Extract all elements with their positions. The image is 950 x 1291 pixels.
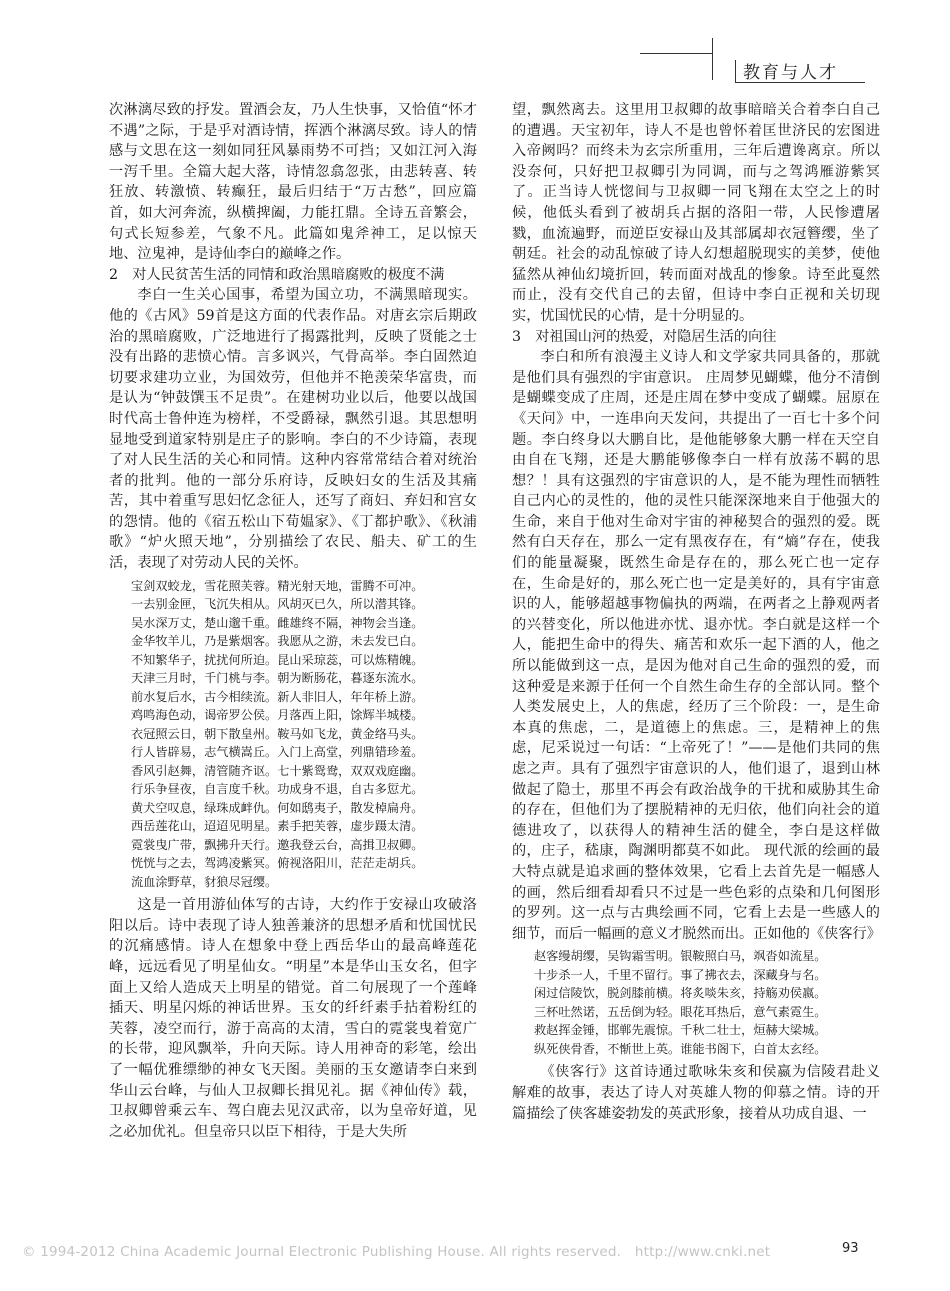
poem-line: 赵客缦胡缨，吴钩霜雪明。银鞍照白马，飒沓如流星。 [534, 949, 827, 964]
poem-line: 香风引赵舞，清管随齐讴。七十紫鸳鸯，双双戏庭幽。 [131, 763, 424, 778]
section-heading-3: 3 对祖国山河的热爱，对隐居生活的向往 [512, 328, 777, 345]
paragraph: 李白一生关心国事，希望为国立功，不满黑暗现实。他的《古风》59首是这方面的代表作品。对唐玄宗后期政治的黑暗腐败，广泛地进行了揭露批判，反映了贤能之士没有出路的悲愤心情。言多讽兴，气骨高举。李白固然迫切要求建功立业，为国效劳，但他并不艳羡荣华富贵，而是认为“钟鼓馔玉不足贵”。在建树功业以后，他要以战国时代高士鲁仲连为榜样，不受爵禄，飘然引退。其思想明显地受到道家特别是庄子的影响。李白的不少诗篇，表现了对人民生活的关心和同情。这种内容常常结合着对统治者的批判。他的一部分乐府诗，反映妇女的生活及其痛苦，其中着重写思妇忆念征人，还写了商妇、弃妇和宫女的怨情。他的《宿五松山下荀媪家》、《丁都护歌》、《秋浦歌》“炉火照天地”，分别描绘了农民、船夫、矿工的生活，表现了对劳动人民的关怀。 [109, 287, 477, 572]
paragraph: 这是一首用游仙体写的古诗，大约作于安禄山攻破洛阳以后。诗中表现了诗人独善兼济的思想矛盾和忧国忧民的沉痛感情。诗人在想象中登上西岳华山的最高峰莲花峰，远远看见了明星仙女。“明星”本是华山玉女名，但字面上又给人造成天上明星的错觉。首二句展现了一个莲峰插天、明星闪烁的神话世界。玉女的纤纤素手拈着粉红的芙蓉，凌空而行，游于高高的太清，雪白的霓裳曳着宽广的长带，迎风飘举，升向天际。诗人用神奇的彩笔，绘出了一幅优雅缥缈的神女飞天图。美丽的玉女邀请李白来到华山云台峰，与仙人卫叔卿长揖见礼。据《神仙传》载，卫叔卿曾乘云车、驾白鹿去见汉武帝，以为皇帝好道，见之必加优礼。但皇帝只以臣下相待，于是大失所 [109, 897, 477, 1140]
copyright-notice: © 1994-2012 China Academic Journal Electronic Publishing House. All rights reserved. http://www.cnki.net [22, 1244, 771, 1260]
section-heading-2: 2 对人民贫苦生活的同情和政治黑暗腐败的极度不满 [109, 266, 445, 283]
poem-line: 不知繁华子，扰扰何所迫。昆山采琼蕊，可以炼精魄。 [131, 652, 424, 667]
poem-line: 吴水深万丈，楚山邈千重。雌雄终不隔，神物会当逢。 [131, 615, 424, 630]
paragraph: 《侠客行》这首诗通过歌咏朱亥和侯嬴为信陵君赴义解难的故事，表达了诗人对英雄人物的仰慕之情。诗的开篇描绘了侠客雄姿勃发的英武形象，接着从功成自退、一 [512, 1064, 880, 1122]
poem-block-gufeng [131, 577, 477, 892]
poem-line: 天津三月时，千门桃与李。朝为断肠花，暮逐东流水。 [131, 671, 424, 686]
poem-line: 宝剑双蛟龙，雪花照芙蓉。精光射天地，雷腾不可冲。 [131, 578, 424, 593]
page-number: 93 [842, 1241, 859, 1256]
left-column [109, 100, 477, 1142]
poem-line: 衣冠照云日，朝下散皇州。鞍马如飞龙，黄金络马头。 [131, 726, 424, 741]
poem-line: 行乐争昼夜，自言度千秋。功成身不退，自古多愆尤。 [131, 782, 424, 797]
paragraph: 李白和所有浪漫主义诗人和文学家共同具备的，那就是他们具有强烈的宇宙意识。 庄周梦见蝴蝶，他分不清倒是蝴蝶变成了庄周，还是庄周在梦中变成了蝴蝶。屈原在《天问》中，一连串向天发问，共提出了一百七十多个问题。李白终身以大鹏自比，是他能够象大鹏一样在天空自由自在飞翔，还是大鹏能够像李白一样有放荡不羁的思想？！具有这强烈的宇宙意识的人，是不能为理性而牺牲自己内心的灵性的，他的灵性只能深深地来自于他强大的生命，来自于他对生命对宇宙的神秘契合的强烈的爱。既然有白天存在，那么一定有黑夜存在，有“熵”存在，使我们的能量凝聚，既然生命是存在的，那么死亡也一定存在，生命是好的，那么死亡也一定是美好的，具有宇宙意识的人，能够超越事物偏执的两端，在两者之上静观两者的兴替变化，所以他进亦忧、退亦忧。李白就是这样一个人，能把生命中的得失、痛苦和欢乐一起下酒的人，他之所以能做到这一点，是因为他对自己生命的强烈的爱，而这种爱是来源于任何一个自然生命生存的全部认同。整个人类发展史上，人的焦虑，经历了三个阶段：一，是生命本真的焦虑，二，是道德上的焦虑。三，是精神上的焦虑，尼采说过一句话：“上帝死了！”——是他们共同的焦虑之声。具有了强烈宇宙意识的人，他们退了，退到山林做起了隐士，那里不再会有政治战争的干扰和威胁其生命的存在，但他们为了摆脱精神的无归依，他们向社会的道德进攻了，以获得人的精神生活的健全，李白是这样做的，庄子，嵇康，陶渊明都莫不如此。 现代派的绘画的最大特点就是追求画的整体效果，它看上去首先是一幅感人的画，然后细看却看只不过是一些色彩的点染和几何图形的罗列。这一点与古典绘画不同，它看上去是一些感人的细节，而后一幅画的意义才脱然而出。正如他的《侠客行》 [512, 349, 881, 942]
header-rule-vertical [712, 38, 713, 80]
poem-line: 霓裳曳广带，飘拂升天行。邀我登云台，高揖卫叔卿。 [131, 837, 424, 852]
page-footer [0, 1240, 950, 1264]
poem-line: 西岳莲花山，迢迢见明星。素手把芙蓉，虚步蹑太清。 [131, 819, 424, 834]
poem-line: 黄犬空叹息，绿珠成衅仇。何如鸱夷子，散发棹扁舟。 [131, 800, 424, 815]
paragraph: 望，飘然离去。这里用卫叔卿的故事暗暗关合着李白自己的遭遇。天宝初年，诗人不是也曾怀着匡世济民的宏图进入帝阙吗？而终未为玄宗所重用，三年后遭谗离京。所以没奈何，只好把卫叔卿引为同调，而与之驾鸿雁游紫冥了。正当诗人恍惚间与卫叔卿一同飞翔在太空之上的时候，他低头看到了被胡兵占据的洛阳一带，人民惨遭屠戮，血流遍野，而逆臣安禄山及其部属却衣冠簪缨，坐了朝廷。社会的动乱惊破了诗人幻想超脱现实的美梦，使他猛然从神仙幻境折回，转而面对战乱的惨象。诗至此戛然而止，没有交代自己的去留，但诗中李白正视和关切现实，忧国忧民的心情，是十分明显的。 [512, 102, 880, 324]
poem-block-xiakexing [534, 947, 880, 1058]
right-column [512, 100, 880, 1124]
poem-line: 鸡鸣海色动，谒帝罗公侯。月落西上阳，馀辉半城楼。 [131, 708, 424, 723]
poem-line: 三杯吐然诺，五岳倒为轻。眼花耳热后，意气素霓生。 [534, 1004, 827, 1019]
poem-line: 金华牧羊儿，乃是紫烟客。我愿从之游，未去发已白。 [131, 634, 424, 649]
poem-line: 流血涂野草，豺狼尽冠缨。 [131, 874, 278, 889]
poem-line: 一去别金匣，飞沉失相从。风胡灭已久，所以潜其锋。 [131, 597, 424, 612]
paragraph: 次淋漓尽致的抒发。置酒会友，乃人生快事，又恰值“怀才不遇”之际，于是乎对酒诗情，挥洒个淋漓尽致。诗人的情感与文思在这一刻如同狂风暴雨势不可挡；又如江河入海一泻千里。全篇大起大落，诗情忽翕忽张，由悲转喜、转狂放、转激愤、转癫狂，最后归结于“万古愁”，回应篇首，如大河奔流，纵横捭阖，力能扛鼎。全诗五音繁会，句式长短参差，气象不凡。此篇如鬼斧神工，足以惊天地、泣鬼神，是诗仙李白的巅峰之作。 [109, 102, 477, 263]
poem-line: 恍恍与之去，驾鸿凌紫冥。俯视洛阳川，茫茫走胡兵。 [131, 856, 424, 871]
journal-title: 教育与人才 [743, 63, 838, 83]
poem-line: 行人皆辟易，志气横嵩丘。入门上高堂，列鼎错珍羞。 [131, 745, 424, 760]
header-rule-left [640, 53, 712, 54]
poem-line: 闲过信陵饮，脱剑膝前横。将炙啖朱亥，持觞劝侯嬴。 [534, 986, 827, 1001]
poem-line: 十步杀一人，千里不留行。事了拂衣去，深藏身与名。 [534, 967, 827, 982]
poem-line: 救赵挥金锤，邯郸先震惊。千秋二壮士，烜赫大梁城。 [534, 1023, 827, 1038]
header-rule-vertical-inner [735, 60, 736, 82]
poem-line: 前水复后水，古今相续流。新人非旧人，年年桥上游。 [131, 689, 424, 704]
poem-line: 纵死侠骨香，不惭世上英。谁能书阁下，白首太玄经。 [534, 1041, 827, 1056]
